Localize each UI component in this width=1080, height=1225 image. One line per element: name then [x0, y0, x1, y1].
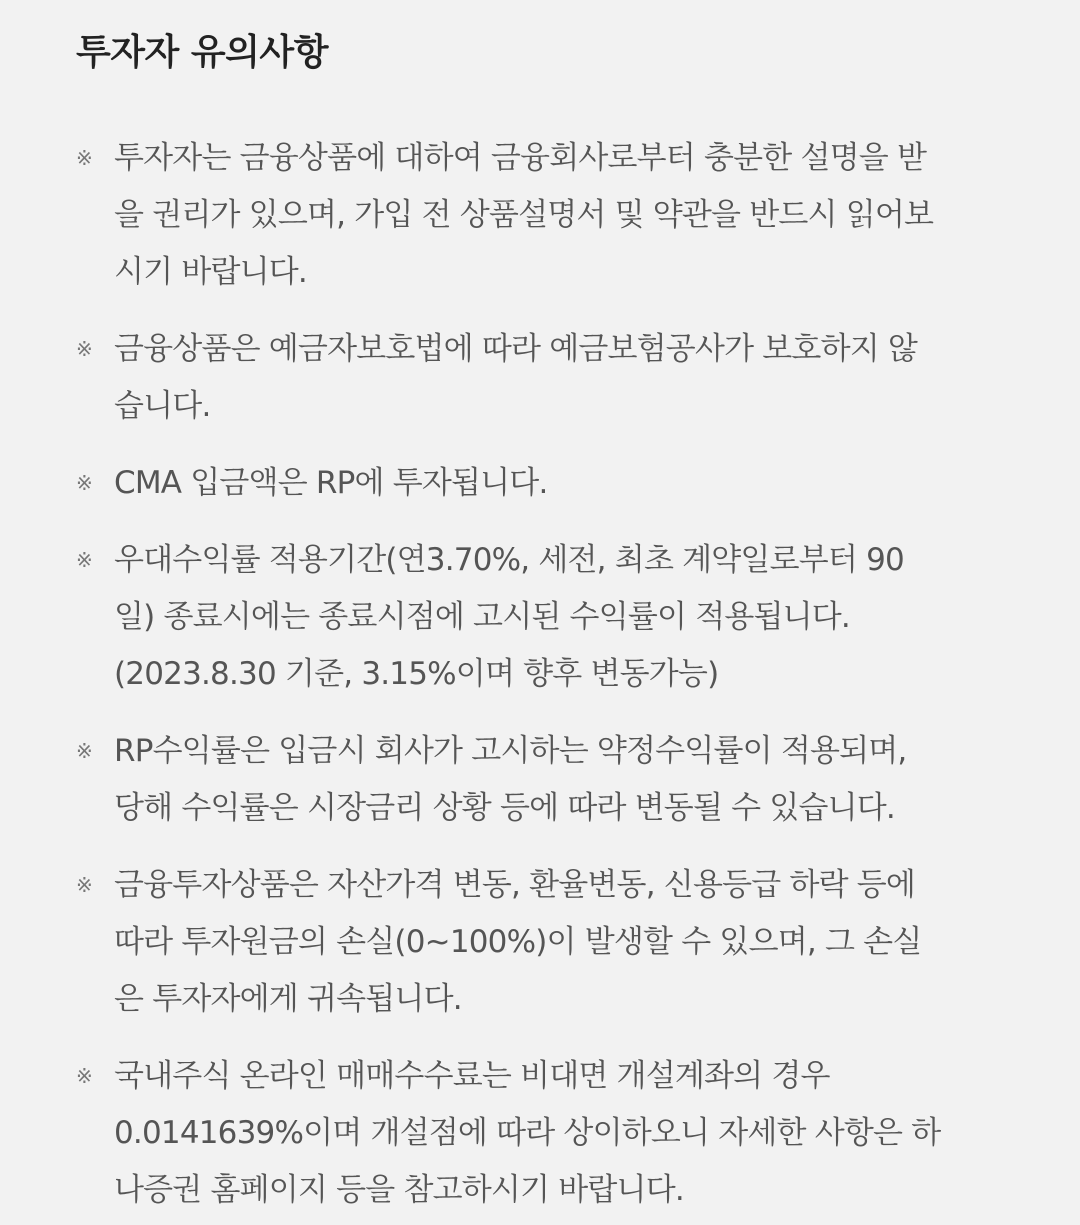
reference-mark-icon: ※	[76, 739, 92, 763]
reference-mark-icon: ※	[76, 548, 92, 572]
notice-list	[76, 130, 1010, 1219]
notice-text: 우대수익률 적용기간(연3.70%, 세전, 최초 계약일로부터 90 일) 종료시에는 종료시점에 고시된 수익률이 적용됩니다. (2023.8.30 기준, 3.15%이며 향후 변동가능)	[114, 542, 904, 692]
notice-text: 금융상품은 예금자보호법에 따라 예금보험공사가 보호하지 않 습니다.	[114, 331, 918, 424]
notice-text: 투자자는 금융상품에 대하여 금융회사로부터 충분한 설명을 받 을 권리가 있으며, 가입 전 상품설명서 및 약관을 반드시 읽어보 시기 바랍니다.	[114, 140, 934, 290]
notice-text: 금융투자상품은 자산가격 변동, 환율변동, 신용등급 하락 등에 따라 투자원금의 손실(0~100%)이 발생할 수 있으며, 그 손실 은 투자자에게 귀속됩니다.	[114, 867, 922, 1017]
notice-item	[76, 130, 1010, 301]
notice-item	[76, 1048, 1010, 1219]
notice-text: 국내주식 온라인 매매수수료는 비대면 개설계좌의 경우 0.0141639%이며 개설점에 따라 상이하오니 자세한 사항은 하 나증권 홈페이지 등을 참고하시기 바랍니다.	[114, 1058, 941, 1208]
notice-item	[76, 455, 1010, 512]
reference-mark-icon: ※	[76, 337, 92, 361]
notice-text: CMA 입금액은 RP에 투자됩니다.	[114, 465, 548, 501]
notice-item	[76, 532, 1010, 703]
notice-item	[76, 321, 1010, 435]
reference-mark-icon: ※	[76, 146, 92, 170]
reference-mark-icon: ※	[76, 1064, 92, 1088]
reference-mark-icon: ※	[76, 873, 92, 897]
notice-text: RP수익률은 입금시 회사가 고시하는 약정수익률이 적용되며, 당해 수익률은 시장금리 상황 등에 따라 변동될 수 있습니다.	[114, 733, 907, 826]
notice-item	[76, 857, 1010, 1028]
page-title: 투자자 유의사항	[76, 32, 328, 73]
notice-item	[76, 723, 1010, 837]
reference-mark-icon: ※	[76, 471, 92, 495]
